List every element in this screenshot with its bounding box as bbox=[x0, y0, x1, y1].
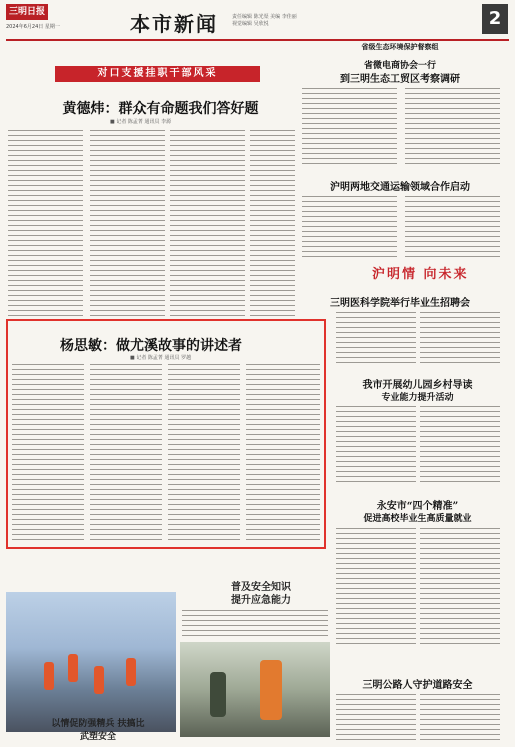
editor-line-1: 责任编辑 陈光渠 美编 李佳丽 bbox=[232, 14, 297, 20]
story2-headline: 沪明两地交通运输领域合作启动 bbox=[330, 182, 470, 193]
campaign-banner: 沪明情 向未来 bbox=[372, 267, 469, 282]
story-byline-yang: ■ 记者 陈孟菁 通讯员 罗越 bbox=[130, 355, 192, 361]
safety-story-headline bbox=[216, 581, 306, 607]
story1-headline: 到三明生态工贸区考察调研 bbox=[340, 74, 460, 85]
safety-headline-line-2: 提升应急能力 bbox=[231, 595, 291, 606]
safety-training-photo bbox=[180, 642, 330, 737]
story4-headline: 我市开展幼儿园乡村导读 bbox=[362, 380, 473, 391]
article-text-block bbox=[182, 608, 328, 638]
firefighter-figure bbox=[126, 658, 136, 686]
article-text-block bbox=[246, 362, 320, 542]
firefighter-figure bbox=[94, 666, 104, 694]
article-text-block bbox=[336, 526, 416, 646]
story6-headline: 三明公路人守护道路安全 bbox=[362, 680, 473, 691]
article-text-block bbox=[336, 310, 416, 365]
fire-drill-photo bbox=[6, 592, 176, 732]
article-text-block bbox=[8, 128, 83, 316]
article-text-block bbox=[90, 128, 165, 316]
story3-headline: 三明医科学院举行毕业生招聘会 bbox=[330, 298, 470, 309]
newspaper-logo: 三明日报 bbox=[6, 4, 48, 20]
article-text-block bbox=[336, 404, 416, 484]
article-text-block bbox=[250, 128, 295, 316]
article-text-block bbox=[336, 692, 416, 742]
article-text-block bbox=[12, 362, 84, 542]
article-text-block bbox=[420, 310, 500, 365]
photo-caption: 以情促防强精兵 扶搞比武塑安全 bbox=[51, 719, 145, 742]
story-headline-huang: 黄德炜：群众有命题我们答好题 bbox=[62, 101, 259, 117]
article-text-block bbox=[170, 128, 245, 316]
article-text-block bbox=[420, 404, 500, 484]
story5-headline: 永安市“四个精准” bbox=[376, 501, 459, 512]
article-text-block bbox=[405, 194, 500, 260]
article-text-block bbox=[420, 692, 500, 742]
story-headline-yang: 杨思敏：做尤溪故事的讲述者 bbox=[60, 338, 242, 354]
article-text-block bbox=[168, 362, 240, 542]
article-text-block bbox=[420, 526, 500, 646]
safety-headline-line-1: 普及安全知识 bbox=[231, 582, 291, 593]
trainee-figure bbox=[210, 672, 226, 717]
article-text-block bbox=[405, 86, 500, 166]
editor-line-2: 视觉编辑 吴欣悦 bbox=[232, 21, 269, 27]
editor-credits bbox=[232, 14, 297, 28]
article-text-block bbox=[302, 86, 397, 166]
firefighter-figure bbox=[44, 662, 54, 690]
story1-sub: 省微电商协会一行 bbox=[363, 61, 436, 71]
article-text-block bbox=[302, 194, 397, 260]
column-banner: 对口支援挂职干部风采 bbox=[55, 66, 260, 82]
article-text-block bbox=[90, 362, 162, 542]
issue-date: 2024年6月24日 星期一 bbox=[6, 24, 60, 30]
story5-sub: 促进高校毕业生高质量就业 bbox=[363, 514, 472, 524]
firefighter-figure bbox=[68, 654, 78, 682]
trainee-figure bbox=[260, 660, 282, 720]
story1-title: 省级生态环境保护督察组 bbox=[361, 42, 439, 51]
header-rule bbox=[6, 39, 509, 41]
story-byline-huang: ■ 记者 陈孟菁 通讯员 李源 bbox=[110, 119, 172, 125]
page-number: 2 bbox=[482, 4, 508, 34]
story4-sub: 专业能力提升活动 bbox=[381, 393, 454, 403]
section-title: 本市新闻 bbox=[130, 12, 218, 36]
